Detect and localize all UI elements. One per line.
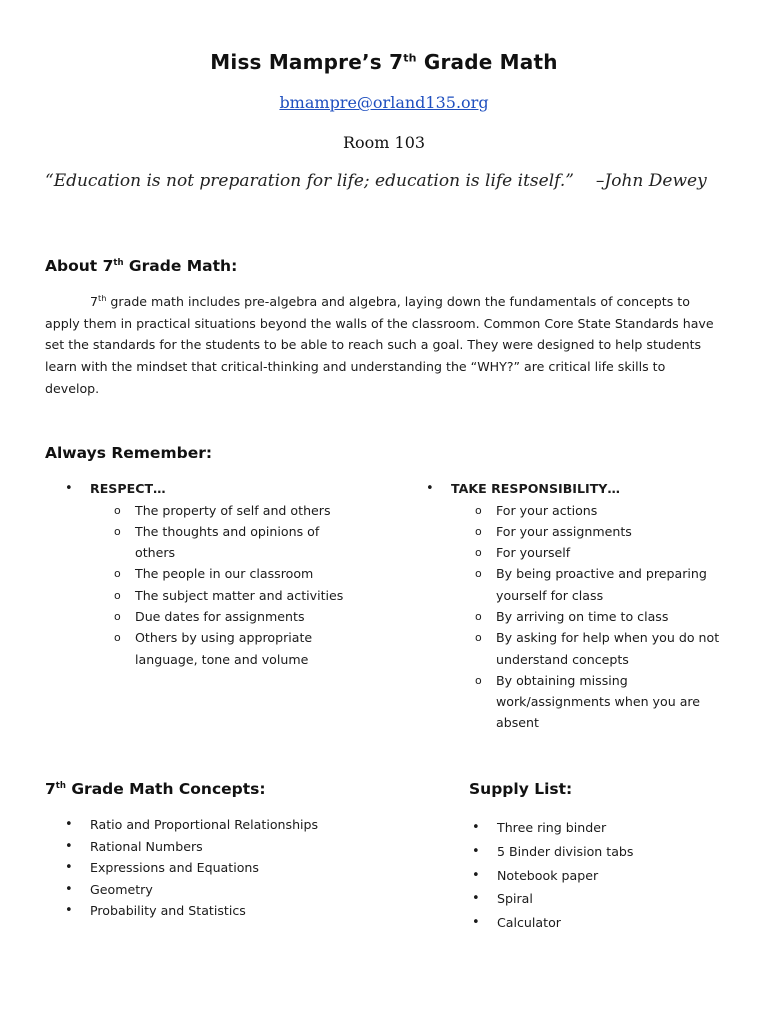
list-item: o For your assignments [451,521,746,542]
list-item: o For your actions [451,500,746,521]
title-suffix: Grade Math [416,50,558,74]
title-prefix: Miss Mampre’s 7 [210,50,404,74]
list-item: o By asking for help when you do not understand concepts [451,627,736,670]
list-item: • Notebook paper [472,864,732,888]
responsibility-list [426,478,746,734]
room-number: Room 103 [342,133,426,152]
responsibility-sublist [451,500,746,734]
list-item: • Ratio and Proportional Relationships [65,814,395,836]
list-item: • Three ring binder [472,816,732,840]
concepts-heading-suffix: Grade Math Concepts: [65,780,266,798]
about-heading-superscript: th [113,257,124,268]
list-item: o For yourself [451,542,746,563]
list-item: • 5 Binder division tabs [472,840,732,864]
concepts-heading-prefix: 7 [45,780,56,798]
respect-title: RESPECT… [90,481,166,496]
list-item: o The property of self and others [90,500,395,521]
list-item: o By arriving on time to class [451,606,746,627]
about-para-superscript: th [98,292,107,303]
respect-sublist [90,500,395,670]
responsibility-bullet [426,478,746,734]
list-item: o Others by using appropriate language, tone and volume [90,627,355,670]
email-link[interactable]: bmampre@orland135.org [279,93,489,112]
quote-author: –John Dewey [595,171,707,191]
title-superscript: th [403,51,417,65]
about-para-prefix: 7 [90,294,99,309]
concepts-list [65,814,395,922]
list-item: • Rational Numbers [65,836,395,858]
list-item: • Geometry [65,879,395,901]
page-title [0,50,768,74]
quote [45,171,725,191]
list-item: • Spiral [472,887,732,911]
list-item: o By being proactive and preparing yourself for class [451,563,728,606]
list-item: o Due dates for assignments [90,606,395,627]
about-heading-suffix: Grade Math: [123,257,238,275]
list-item: o The subject matter and activities [90,585,395,606]
list-item: • Probability and Statistics [65,900,395,922]
quote-text: “Education is not preparation for life; education is life itself.” [45,171,574,191]
list-item: • Expressions and Equations [65,857,395,879]
list-item: o The thoughts and opinions of others [90,521,355,564]
about-heading [45,257,237,275]
respect-bullet [65,478,395,670]
about-para-text: grade math includes pre-algebra and algebra, laying down the fundamentals of concepts to apply them in practical situations beyond the walls of the classroom. Common Core State Standards have set the standards for the students to be able to reach such a goal. They were designed to help students learn with the mindset that critical-thinking and understanding the “WHY?” are critical life skills to develop. [45,294,714,396]
supply-heading: Supply List: [469,780,573,798]
respect-list [65,478,395,670]
list-item: • Calculator [472,911,732,935]
concepts-heading [45,780,266,798]
concepts-heading-superscript: th [55,780,66,791]
remember-heading: Always Remember: [45,444,213,462]
responsibility-title: TAKE RESPONSIBILITY… [451,481,621,496]
about-paragraph [45,291,723,400]
supply-list [472,816,732,935]
list-item: o The people in our classroom [90,563,395,584]
about-heading-prefix: About 7 [45,257,114,275]
list-item: o By obtaining missing work/assignments when you are absent [451,670,716,734]
